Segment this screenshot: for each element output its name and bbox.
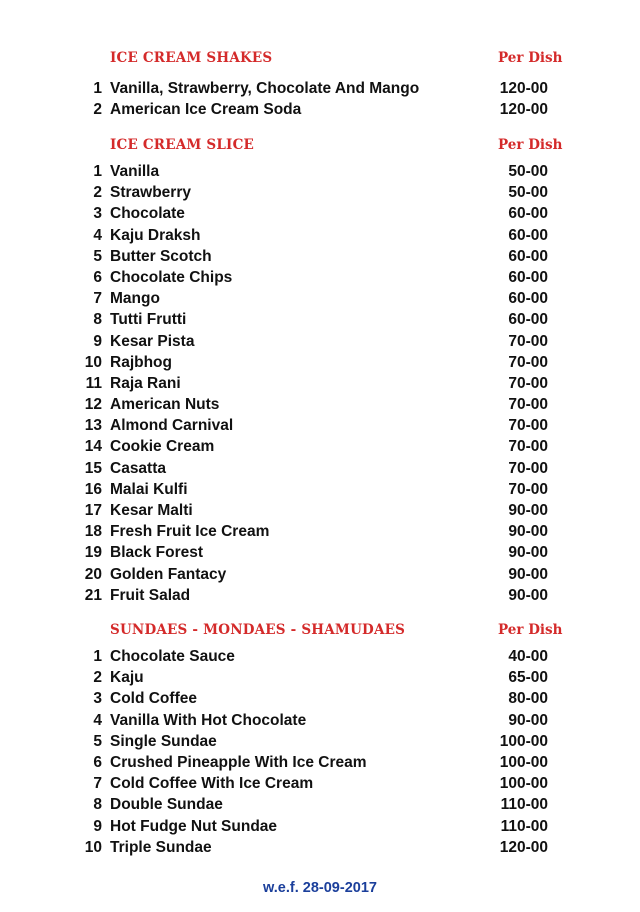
item-name: Strawberry [110,184,191,202]
item-number: 8 [93,796,102,814]
item-list [0,648,640,860]
price-column-header: Per Dish [498,137,563,153]
item-price: 60-00 [508,268,548,286]
item-number: 10 [84,353,102,371]
item-number: 10 [84,838,102,856]
item-price: 80-00 [508,690,548,708]
menu-item-row [0,523,640,544]
menu-item-row [0,839,640,860]
item-list [0,163,640,608]
item-name: Kaju Draksh [110,226,201,244]
item-name: Vanilla With Hot Chocolate [110,711,307,729]
menu-item-row [0,311,640,332]
menu-item-row [0,205,640,226]
item-price: 40-00 [508,648,548,665]
menu-item-row [0,566,640,587]
item-price: 60-00 [508,311,548,329]
item-price: 100-00 [499,775,548,793]
item-number: 1 [93,80,102,97]
item-price: 110-00 [500,796,548,814]
section-ice-cream-shakes [0,50,640,122]
menu-item-row [0,587,640,608]
menu-item-row [0,101,640,122]
item-number: 13 [84,417,102,435]
menu-item-row [0,396,640,417]
menu-item-row [0,269,640,290]
menu-item-row [0,733,640,754]
item-price: 50-00 [508,163,548,180]
item-name: Golden Fantacy [110,565,227,583]
item-price: 70-00 [508,480,548,498]
menu-item-row [0,227,640,248]
item-name: Malai Kulfi [110,480,188,498]
menu-item-row [0,648,640,669]
section-header [0,622,640,644]
section-title: SUNDAES - MONDAES - SHAMUDAES [110,622,406,638]
item-list [0,80,640,122]
item-price: 120-00 [499,80,548,97]
item-name: Chocolate Chips [110,268,233,286]
item-price: 70-00 [508,459,548,477]
item-price: 120-00 [499,838,548,856]
menu-item-row [0,481,640,502]
section-header [0,50,640,72]
menu-item-row [0,690,640,711]
item-number: 16 [84,480,102,498]
item-price: 65-00 [508,669,548,687]
item-name: Rajbhog [110,353,172,371]
item-number: 1 [93,163,102,180]
item-number: 1 [93,648,102,665]
item-price: 90-00 [508,502,548,519]
item-number: 15 [84,459,102,477]
item-name: Chocolate Sauce [110,648,235,665]
item-number: 2 [93,184,102,202]
item-name: Kesar Malti [110,502,193,519]
menu-item-row [0,163,640,184]
item-name: Mango [110,290,160,308]
section-header [0,137,640,159]
menu-item-row [0,184,640,205]
item-name: Raja Rani [110,374,181,392]
price-column-header: Per Dish [498,622,563,638]
item-name: Kaju [110,669,144,687]
effective-date: w.e.f. 28-09-2017 [263,880,377,896]
menu-item-row [0,80,640,101]
item-name: Vanilla [110,163,160,180]
item-price: 90-00 [508,523,548,541]
item-number: 4 [93,711,102,729]
item-price: 90-00 [508,711,548,729]
item-price: 120-00 [499,101,548,119]
item-number: 19 [84,544,102,562]
item-price: 70-00 [508,332,548,350]
item-name: Fresh Fruit Ice Cream [110,523,270,541]
item-number: 9 [93,817,102,835]
item-price: 60-00 [508,290,548,308]
item-number: 8 [93,311,102,329]
menu-item-row [0,502,640,523]
item-name: Crushed Pineapple With Ice Cream [110,753,367,771]
item-name: American Nuts [110,396,220,414]
section-sundaes [0,622,640,860]
item-price: 90-00 [508,586,548,604]
item-name: Cookie Cream [110,438,215,456]
item-price: 100-00 [499,753,548,771]
item-number: 4 [93,226,102,244]
item-name: American Ice Cream Soda [110,101,302,119]
item-name: Chocolate [110,205,185,223]
item-price: 110-00 [500,817,548,835]
menu-item-row [0,669,640,690]
menu-item-row [0,712,640,733]
item-number: 9 [93,332,102,350]
item-price: 70-00 [508,417,548,435]
menu-item-row [0,775,640,796]
menu-item-row [0,818,640,839]
item-number: 6 [93,753,102,771]
menu-item-row [0,290,640,311]
item-name: Almond Carnival [110,417,234,435]
item-number: 21 [84,586,102,604]
item-name: Double Sundae [110,796,223,814]
item-name: Fruit Salad [110,586,191,604]
item-number: 3 [93,205,102,223]
item-number: 11 [85,374,102,392]
menu-item-row [0,438,640,459]
item-name: Triple Sundae [110,838,212,856]
item-number: 2 [93,669,102,687]
item-price: 50-00 [508,184,548,202]
item-name: Butter Scotch [110,247,212,265]
menu-item-row [0,544,640,565]
menu-item-row [0,796,640,817]
item-price: 70-00 [508,396,548,414]
section-title: ICE CREAM SLICE [110,137,255,153]
item-number: 5 [93,732,102,750]
menu-item-row [0,333,640,354]
menu-item-row [0,354,640,375]
item-number: 6 [93,268,102,286]
item-price: 60-00 [508,205,548,223]
item-name: Cold Coffee [110,690,197,708]
item-number: 18 [84,523,102,541]
item-number: 12 [84,396,102,414]
item-number: 5 [93,247,102,265]
item-price: 90-00 [508,565,548,583]
item-number: 7 [93,290,102,308]
item-number: 14 [84,438,102,456]
item-name: Black Forest [110,544,204,562]
item-name: Kesar Pista [110,332,195,350]
item-name: Hot Fudge Nut Sundae [110,817,278,835]
item-number: 17 [84,502,102,519]
item-price: 70-00 [508,353,548,371]
item-name: Cold Coffee With Ice Cream [110,775,314,793]
item-name: Single Sundae [110,732,217,750]
menu-item-row [0,754,640,775]
item-price: 60-00 [508,226,548,244]
item-number: 7 [93,775,102,793]
section-title: ICE CREAM SHAKES [110,50,273,66]
item-price: 90-00 [508,544,548,562]
item-price: 100-00 [499,732,548,750]
item-price: 70-00 [508,374,548,392]
item-name: Casatta [110,459,166,477]
item-number: 20 [84,565,102,583]
item-name: Vanilla, Strawberry, Chocolate And Mango [110,80,420,97]
item-price: 70-00 [508,438,548,456]
menu-item-row [0,417,640,438]
section-ice-cream-slice [0,137,640,608]
price-column-header: Per Dish [498,50,563,66]
menu-item-row [0,248,640,269]
item-number: 2 [93,101,102,119]
menu-item-row [0,460,640,481]
menu-item-row [0,375,640,396]
item-name: Tutti Frutti [110,311,187,329]
item-price: 60-00 [508,247,548,265]
item-number: 3 [93,690,102,708]
